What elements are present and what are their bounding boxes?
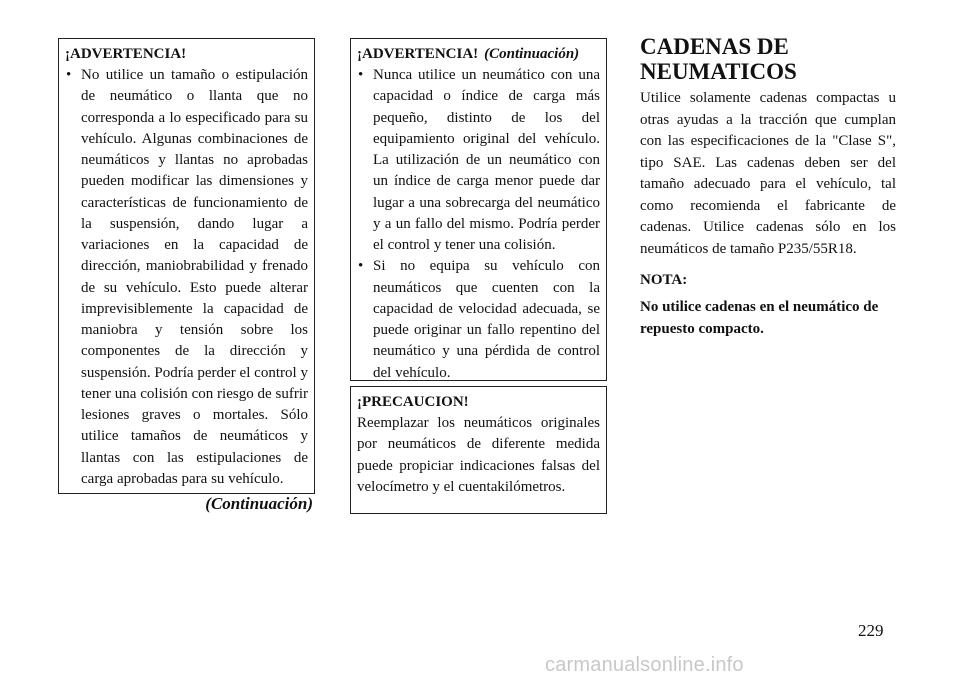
caution-header: ¡PRECAUCION! <box>357 394 469 410</box>
warning-box-continued <box>350 38 607 381</box>
warning-box <box>58 38 315 494</box>
note-text: No utilice cadenas en el neumático de repuesto compacto. <box>640 299 879 337</box>
bullet-icon: • <box>358 67 364 83</box>
warning-bullet <box>357 65 600 256</box>
warning-bullet-text: No utilice un tamaño o estipulación de neumático o llanta que no corresponda a lo especificado para su vehículo. Algunas combinaciones de neumáticos y llantas no aprobadas pueden modificar las dimensiones y características de funcionamiento de la suspensión, dando lugar a variaciones en la capacidad de dirección, maniobrabilidad y frenado de su vehículo. Esto puede alterar imprevisiblemente la capacidad de maniobra y tensión sobre los componentes de la dirección y suspensión. Podría perder el control y tener una colisión con riesgo de sufrir lesiones graves o mortales. Sólo utilice tamaños de neumáticos y llantas con las estipulaciones de carga aprobadas para su vehículo. <box>81 67 308 487</box>
caution-text: Reemplazar los neumáticos originales por neumáticos de diferente medida puede propiciar indicaciones falsas del velocímetro y el cuentakilómetros. <box>357 415 600 495</box>
caution-box <box>350 386 607 514</box>
bullet-icon: • <box>358 258 364 275</box>
bullet-icon: • <box>66 67 72 83</box>
continued-label: (Continuación) <box>205 494 313 513</box>
warning-header-continued <box>357 44 600 65</box>
warning-bullet <box>65 65 308 490</box>
note-label: NOTA: <box>640 272 688 288</box>
watermark: carmanualsonline.info <box>545 654 744 676</box>
page-number: 229 <box>858 621 884 640</box>
tire-chains-section <box>640 34 896 340</box>
warning-bullet-text: Si no equipa su vehículo con neumáticos que cuenten con la capacidad de velocidad adecuada, se puede originar un fallo repentino del neumático y una pérdida de control del vehículo. <box>373 258 600 381</box>
warning-bullet <box>357 256 600 384</box>
warning-header-text: ¡ADVERTENCIA! <box>357 46 479 62</box>
warning-header: ¡ADVERTENCIA! <box>65 46 187 62</box>
continued-label: (Continuación) <box>484 46 580 62</box>
section-title: CADENAS DE NEUMATICOS <box>640 34 797 84</box>
section-body: Utilice solamente cadenas compactas u otras ayudas a la tracción que cumplan con las especificaciones de la "Clase S", tipo SAE. Las cadenas deben ser del tamaño adecuado para el vehículo, tal como recomienda el fabricante de cadenas. Utilice cadenas sólo en los neumáticos de tamaño P235/55R18. <box>640 90 896 257</box>
warning-bullet-text: Nunca utilice un neumático con una capacidad o índice de carga más pequeño, distinto de los del equipamiento original del vehículo. La utilización de un neumático con un índice de carga menor puede dar lugar a una sobrecarga del neumático y a un fallo del mismo. Podría perder el control y tener una colisión. <box>373 67 600 253</box>
